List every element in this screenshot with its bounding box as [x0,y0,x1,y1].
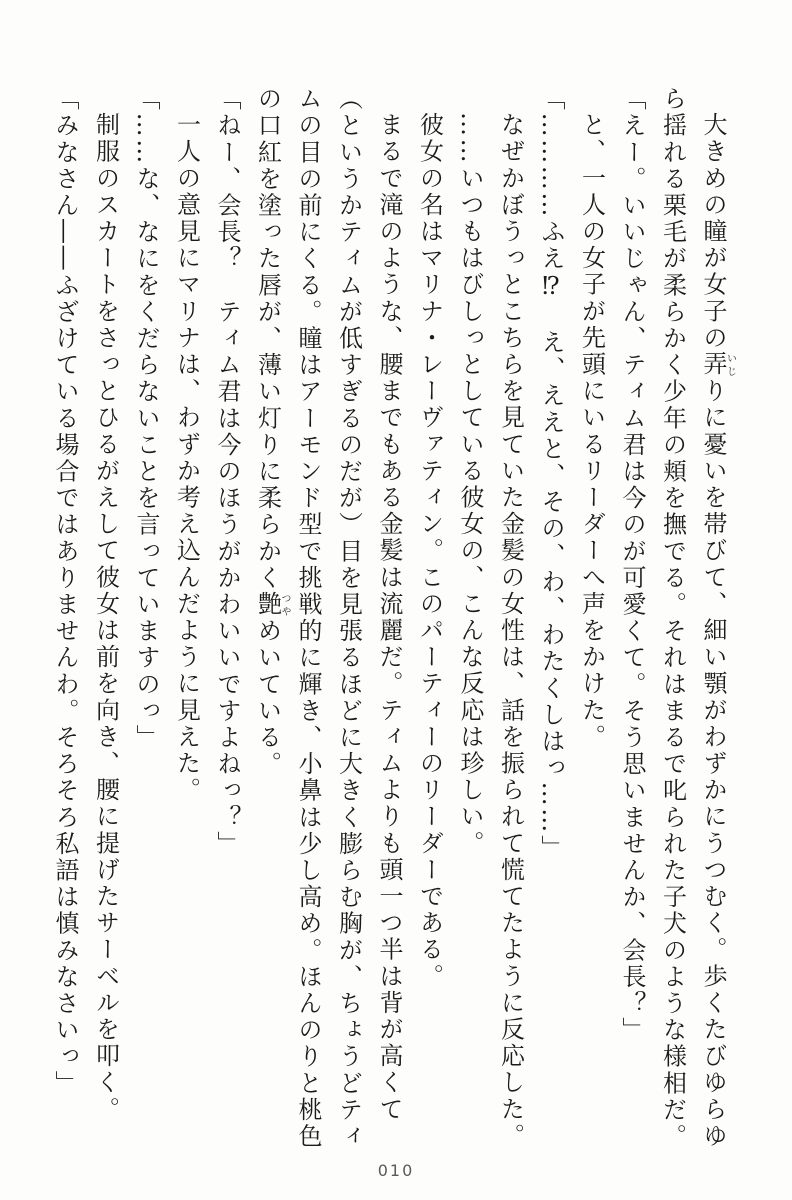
paragraph: 「ねー、会長？ ティム君は今のほうがかわいいですよねっ？」 [213,86,241,858]
paragraph: と、一人の女子が先頭にいるリーダーへ声をかけた。 [577,112,606,751]
paragraph: 彼女の名はマリナ・レーヴァティン。このパーティーのリーダーである。 [415,112,444,990]
ruby-annotated-word: 艶つや [253,591,290,619]
paragraph: なぜかぼうっとこちらを見ていた金髪の女性は、話を振られて慌てたように反応した。 [496,112,525,1150]
paragraph: 「みなさん――ふざけている場合ではありませんわ。そろそろ私語は慎みなさいっ」 [51,86,79,1097]
paragraph: 大きめの瞳が女子の弄いじりに憂いを帯びて、細い顎がわずかにうつむく。歩くたびゆらゆら揺れる栗毛が柔らかく少年の頬を撫でる。それはまるで叱られた子犬のような様相だ。 [658,86,736,1150]
paragraph: 制服のスカートをさっとひるがえして彼女は前を向き、腰に提げたサーベルを叩く。 [91,112,120,1123]
text-block [45,86,736,1154]
paragraph: ……いつもはびしっとしている彼女の、こんな反応は珍しい。 [456,112,484,857]
paragraph: 「……な、なにをくだらないことを言っていますのっ」 [132,86,160,751]
paragraph: まるで滝のような、腰までもある金髪は流麗だ。ティムよりも頭一つ半は背が高くて（というかティムが低すぎるのだが）目を見張るほどに大きく膨らむ胸が、ちょうどティムの目の前にくる。瞳はアーモンド型で挑戦的に輝き、小鼻は少し高め。ほんのりと桃色の口紅を塗った唇が、薄い灯りに柔らかく艶つやめいている。 [253,86,403,1150]
ruby-annotated-word: 弄いじ [699,351,736,379]
paragraph: 「…………ふえ⁉ え、ええと、その、わ、わたくしはっ……」 [537,86,565,862]
page-number: 010 [377,1161,415,1180]
paragraph: 「えー。いいじゃん、ティム君は今のが可愛くて。そう思いませんか、会長？」 [618,86,646,1044]
paragraph: 一人の意見にマリナは、わずか考え込んだように見えた。 [172,112,201,804]
